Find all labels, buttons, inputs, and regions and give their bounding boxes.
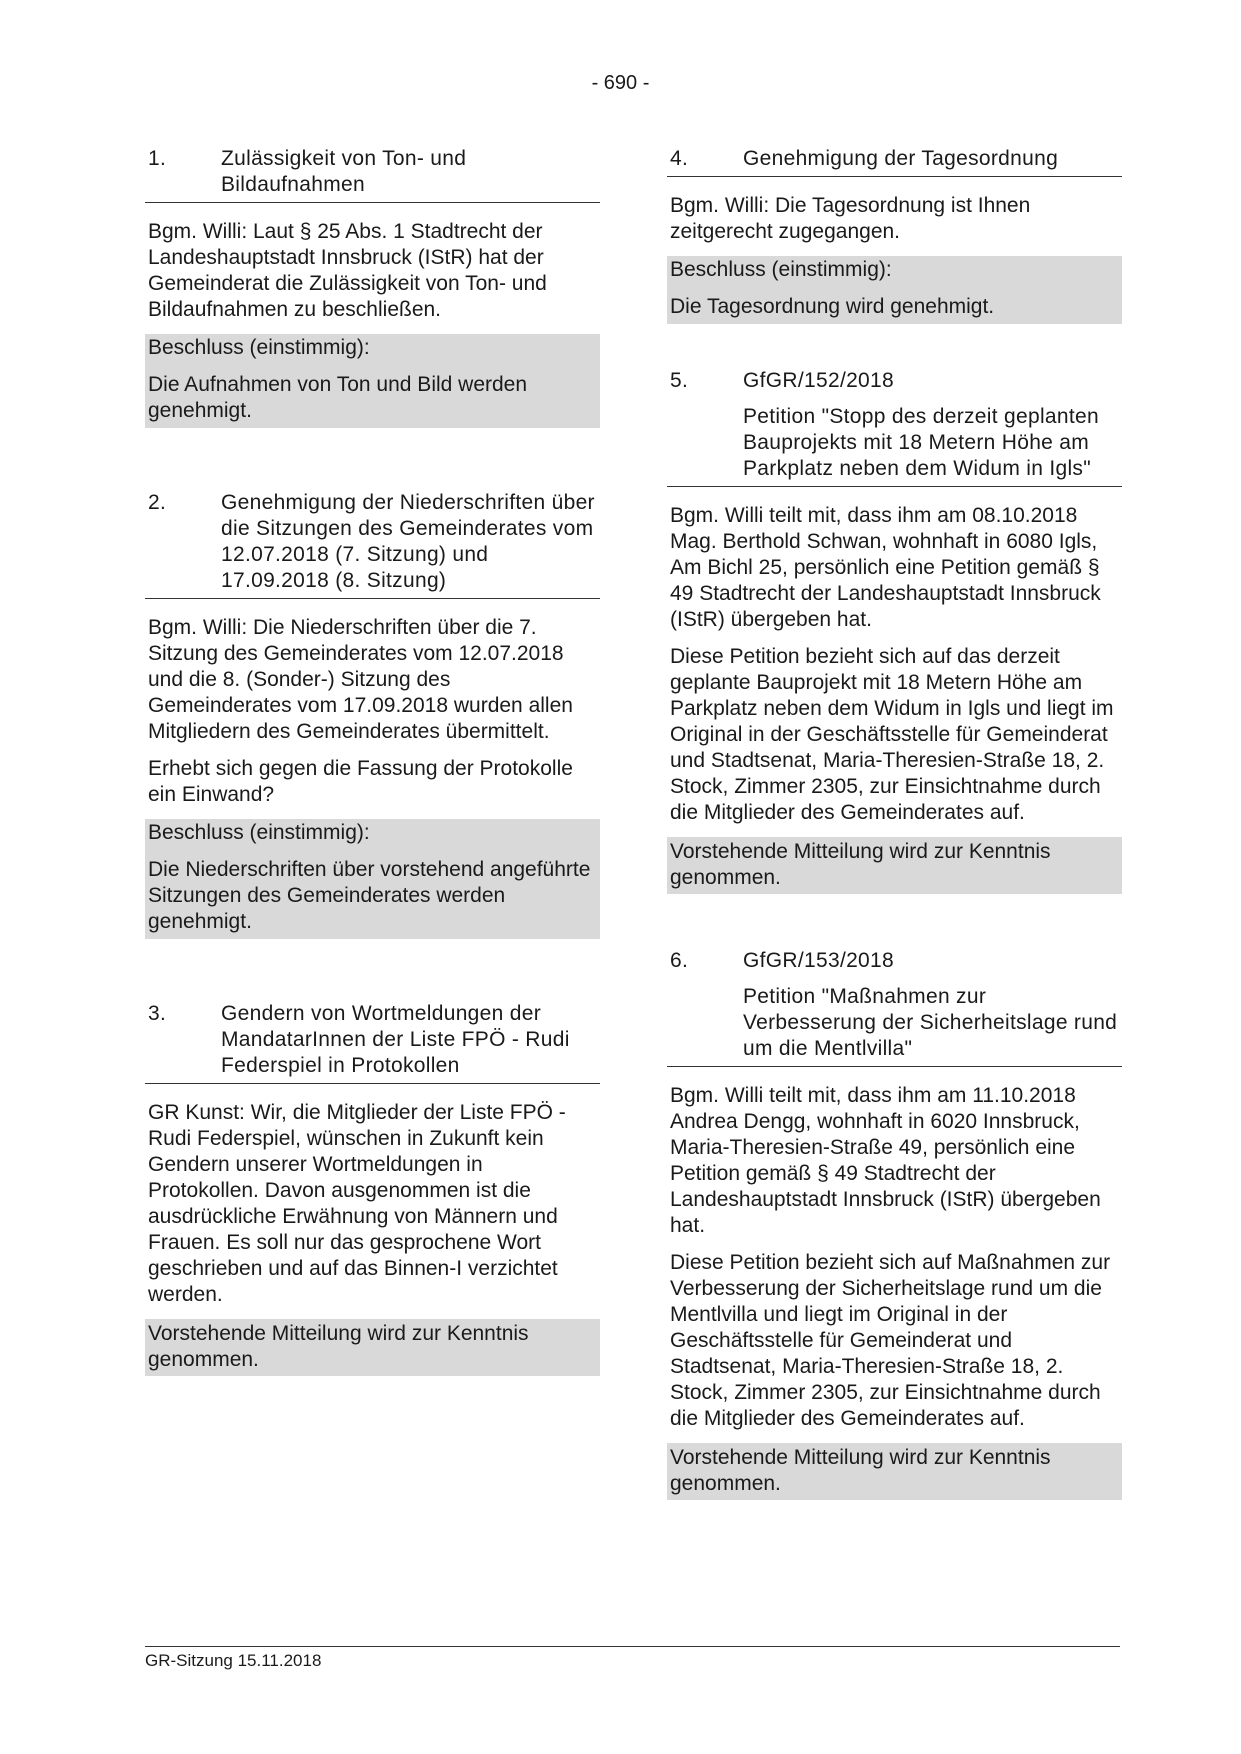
- note-text: Vorstehende Mitteilung wird zur Kenntnis genommen.: [667, 837, 1122, 894]
- agenda-item-3: [145, 1001, 600, 1376]
- agenda-item-5: [667, 368, 1122, 894]
- agenda-item-title: GfGR/152/2018: [743, 369, 894, 392]
- agenda-item-heading: [667, 368, 1122, 487]
- paragraph: Diese Petition bezieht sich auf das derzeit geplante Bauprojekt mit 18 Metern Höhe am Parkplatz neben dem Widum in Igls und liegt im Original in der Geschäftsstelle für Gemeinderat und Stadtsenat, Maria-Theresien-Straße 18, 2. Stock, Zimmer 2305, zur Einsichtnahme durch die Mitglieder des Gemeinderates auf.: [670, 645, 1114, 824]
- agenda-item-number: 2.: [148, 491, 167, 514]
- right-column: [667, 146, 1122, 1562]
- page-number: - 690 -: [591, 72, 650, 94]
- beschluss-label: Beschluss (einstimmig):: [145, 334, 600, 370]
- agenda-item-title: Genehmigung der Niederschriften über die Sitzungen des Gemeinderates vom 12.07.2018 (7. Sitzung) und 17.09.2018 (8. Sitzung): [221, 491, 595, 592]
- agenda-item-title: Zulässigkeit von Ton- und Bildaufnahmen: [221, 147, 467, 196]
- agenda-item-heading: [667, 948, 1122, 1067]
- agenda-item-subtitle: Petition "Maßnahmen zur Verbesserung der Sicherheitslage rund um die Mentlvilla": [743, 985, 1118, 1060]
- agenda-item-number: 6.: [670, 949, 689, 972]
- left-column: [145, 146, 600, 1438]
- beschluss-label: Beschluss (einstimmig):: [145, 819, 600, 855]
- paragraph: GR Kunst: Wir, die Mitglieder der Liste FPÖ - Rudi Federspiel, wünschen in Zukunft kein Gendern unserer Wortmeldungen in Protokollen. Davon ausgenommen ist die ausdrückliche Erwähnung von Männern und Frauen. Es soll nur das gesprochene Wort geschrieben und auf das Binnen-I verzichtet werden.: [148, 1101, 566, 1306]
- agenda-item-4: [667, 146, 1122, 324]
- paragraph: Bgm. Willi: Laut § 25 Abs. 1 Stadtrecht der Landeshauptstadt Innsbruck (IStR) hat der Gemeinderat die Zulässigkeit von Ton- und Bildaufnahmen zu beschließen.: [148, 220, 547, 321]
- agenda-item-heading: [667, 146, 1122, 177]
- agenda-item-subtitle: Petition "Stopp des derzeit geplanten Bauprojekts mit 18 Metern Höhe am Parkplatz neben dem Widum in Igls": [743, 405, 1099, 480]
- paragraph: Erhebt sich gegen die Fassung der Protokolle ein Einwand?: [148, 757, 573, 806]
- agenda-item-2: [145, 490, 600, 939]
- paragraph: Diese Petition bezieht sich auf Maßnahmen zur Verbesserung der Sicherheitslage rund um die Mentlvilla und liegt im Original in der Geschäftsstelle für Gemeinderat und Stadtsenat, Maria-Theresien-Straße 18, 2. Stock, Zimmer 2305, zur Einsichtnahme durch die Mitglieder des Gemeinderates auf.: [670, 1251, 1111, 1430]
- beschluss-label: Beschluss (einstimmig):: [667, 256, 1122, 292]
- agenda-item-number: 1.: [148, 147, 167, 170]
- paragraph: Bgm. Willi: Die Niederschriften über die 7. Sitzung des Gemeinderates vom 12.07.2018 und die 8. (Sonder-) Sitzung des Gemeinderates vom 17.09.2018 wurden allen Mitgliedern des Gemeinderates übermittelt.: [148, 616, 573, 743]
- beschluss-text: Die Tagesordnung wird genehmigt.: [667, 292, 1122, 324]
- agenda-item-title: Genehmigung der Tagesordnung: [743, 147, 1059, 170]
- paragraph: Bgm. Willi teilt mit, dass ihm am 08.10.2018 Mag. Berthold Schwan, wohnhaft in 6080 Igls, Am Bichl 25, persönlich eine Petition gemäß § 49 Stadtrecht der Landeshauptstadt Innsbruck (IStR) übergeben hat.: [670, 504, 1101, 631]
- agenda-item-heading: [145, 490, 600, 599]
- page-footer: GR-Sitzung 15.11.2018: [145, 1646, 1120, 1671]
- agenda-item-number: 4.: [670, 147, 689, 170]
- note-text: Vorstehende Mitteilung wird zur Kenntnis genommen.: [145, 1319, 600, 1376]
- note-text: Vorstehende Mitteilung wird zur Kenntnis genommen.: [667, 1443, 1122, 1500]
- agenda-item-6: [667, 948, 1122, 1500]
- agenda-item-number: 3.: [148, 1002, 167, 1025]
- agenda-item-number: 5.: [670, 369, 689, 392]
- beschluss-text: Die Niederschriften über vorstehend angeführte Sitzungen des Gemeinderates werden genehmigt.: [145, 855, 600, 939]
- beschluss-text: Die Aufnahmen von Ton und Bild werden genehmigt.: [145, 370, 600, 428]
- agenda-item-heading: [145, 1001, 600, 1084]
- agenda-item-title: GfGR/153/2018: [743, 949, 894, 972]
- agenda-item-1: [145, 146, 600, 428]
- paragraph: Bgm. Willi: Die Tagesordnung ist Ihnen zeitgerecht zugegangen.: [670, 194, 1031, 243]
- paragraph: Bgm. Willi teilt mit, dass ihm am 11.10.2018 Andrea Dengg, wohnhaft in 6020 Innsbruck, Maria-Theresien-Straße 49, persönlich eine Petition gemäß § 49 Stadtrecht der Landeshauptstadt Innsbruck (IStR) übergeben hat.: [670, 1084, 1101, 1237]
- agenda-item-title: Gendern von Wortmeldungen der MandatarInnen der Liste FPÖ - Rudi Federspiel in Protokollen: [221, 1002, 570, 1077]
- agenda-item-heading: [145, 146, 600, 203]
